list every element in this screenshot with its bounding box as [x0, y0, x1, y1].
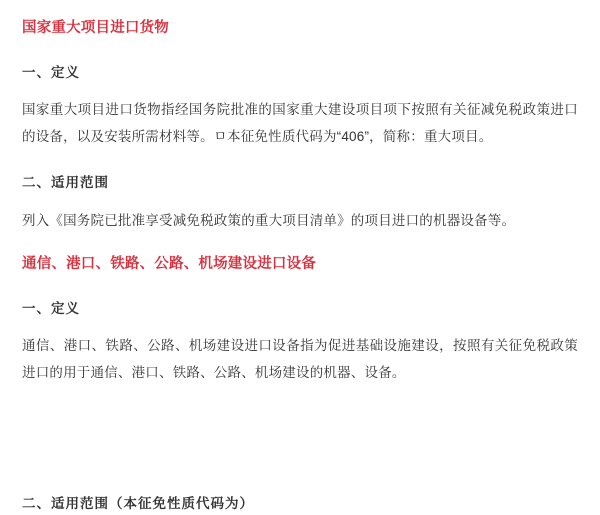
subheading-scope-1: 二、适用范围 [22, 174, 109, 190]
subheading-definition-1: 一、定义 [22, 64, 80, 80]
section-heading-infrastructure-equipment: 通信、港口、铁路、公路、机场建设进口设备 [22, 255, 316, 272]
section-heading-major-project: 国家重大项目进口货物 [22, 20, 169, 36]
paragraph-definition-1: 国家重大项目进口货物指经国务院批准的国家重大建设项目项下按照有关征减免税政策进口的设备，以及安装所需材料等。ㅁ本征免性质代码为“406”，简称：重大项目。 [22, 102, 578, 144]
clipped-subheading-scope-2: 二、适用范围（本征免性质代码为） [22, 496, 254, 511]
subheading-definition-2: 一、定义 [22, 300, 80, 316]
paragraph-definition-2: 通信、港口、铁路、公路、机场建设进口设备指为促进基础设施建设，按照有关征免税政策进口的用于通信、港口、铁路、公路、机场建设的机器、设备。 [22, 338, 578, 380]
paragraph-scope-1: 列入《国务院已批准享受减免税政策的重大项目清单》的项目进口的机器设备等。 [22, 212, 516, 228]
